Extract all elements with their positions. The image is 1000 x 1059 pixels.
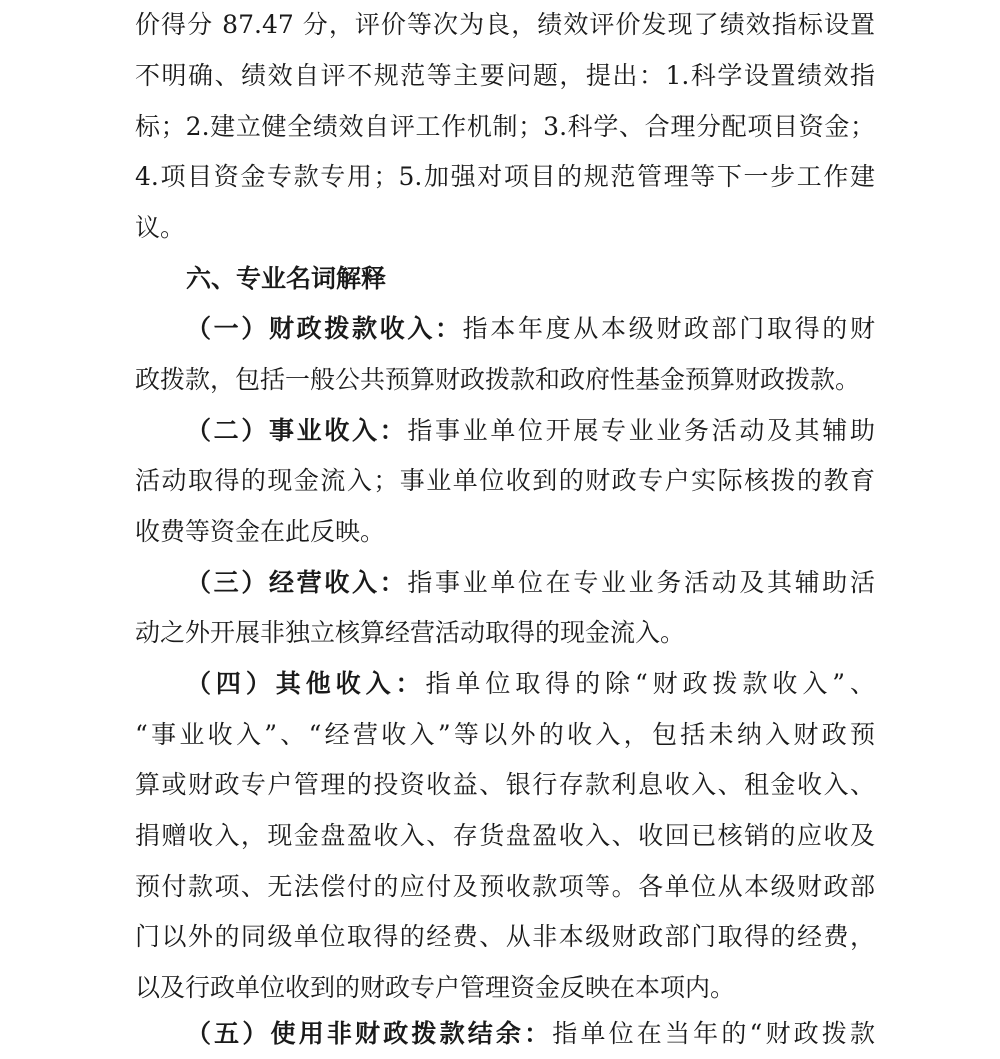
- section-heading: 六、专业名词解释: [186, 264, 387, 293]
- definition-text: 指单位取得的除“财政拨款收入”、: [425, 669, 875, 698]
- paragraph-line: 议。: [135, 213, 186, 242]
- definition-line: 动之外开展非独立核算经营活动取得的现金流入。: [135, 618, 686, 647]
- definition-line: “事业收入”、“经营收入”等以外的收入，包括未纳入财政预: [135, 720, 875, 749]
- definition-item-first-line: [186, 659, 875, 709]
- definition-item-first-line: [186, 1009, 875, 1059]
- definition-line: 算或财政专户管理的投资收益、银行存款利息收入、租金收入、: [135, 770, 875, 799]
- paragraph-line: 不明确、绩效自评不规范等主要问题，提出：1.科学设置绩效指: [135, 61, 875, 90]
- paragraph-line: 标；2.建立健全绩效自评工作机制；3.科学、合理分配项目资金；: [135, 112, 875, 141]
- definition-text: 指事业单位在专业业务活动及其辅助活: [407, 568, 875, 597]
- definition-term: （三）经营收入：: [186, 568, 408, 597]
- definition-line: 活动取得的现金流入；事业单位收到的财政专户实际核拨的教育: [135, 466, 875, 495]
- definition-line: 预付款项、无法偿付的应付及预收款项等。各单位从本级财政部: [135, 872, 875, 901]
- definition-item-first-line: [186, 304, 875, 354]
- definition-line: 政拨款，包括一般公共预算财政拨款和政府性基金预算财政拨款。: [135, 365, 861, 394]
- definition-line: 以及行政单位收到的财政专户管理资金反映在本项内。: [135, 973, 736, 1002]
- definition-text: 指本年度从本级财政部门取得的财: [462, 314, 875, 343]
- paragraph-line: 价得分 87.47 分，评价等次为良，绩效评价发现了绩效指标设置: [135, 10, 875, 39]
- definition-term: （二）事业收入：: [186, 416, 408, 445]
- definition-line: 捐赠收入，现金盘盈收入、存货盘盈收入、收回已核销的应收及: [135, 821, 875, 850]
- definition-line: 门以外的同级单位取得的经费、从非本级财政部门取得的经费，: [135, 922, 875, 951]
- definition-text: 指事业单位开展专业业务活动及其辅助: [407, 416, 875, 445]
- definition-text: 指单位在当年的“财政拨款: [552, 1019, 875, 1048]
- definition-term: （四）其他收入：: [186, 669, 426, 698]
- definition-item-first-line: [186, 558, 875, 608]
- definition-term: （一）财政拨款收入：: [186, 314, 463, 343]
- paragraph-line: 4.项目资金专款专用；5.加强对项目的规范管理等下一步工作建: [135, 162, 875, 191]
- definition-item-first-line: [186, 406, 875, 456]
- definition-term: （五）使用非财政拨款结余：: [186, 1019, 553, 1048]
- definition-line: 收费等资金在此反映。: [135, 517, 386, 546]
